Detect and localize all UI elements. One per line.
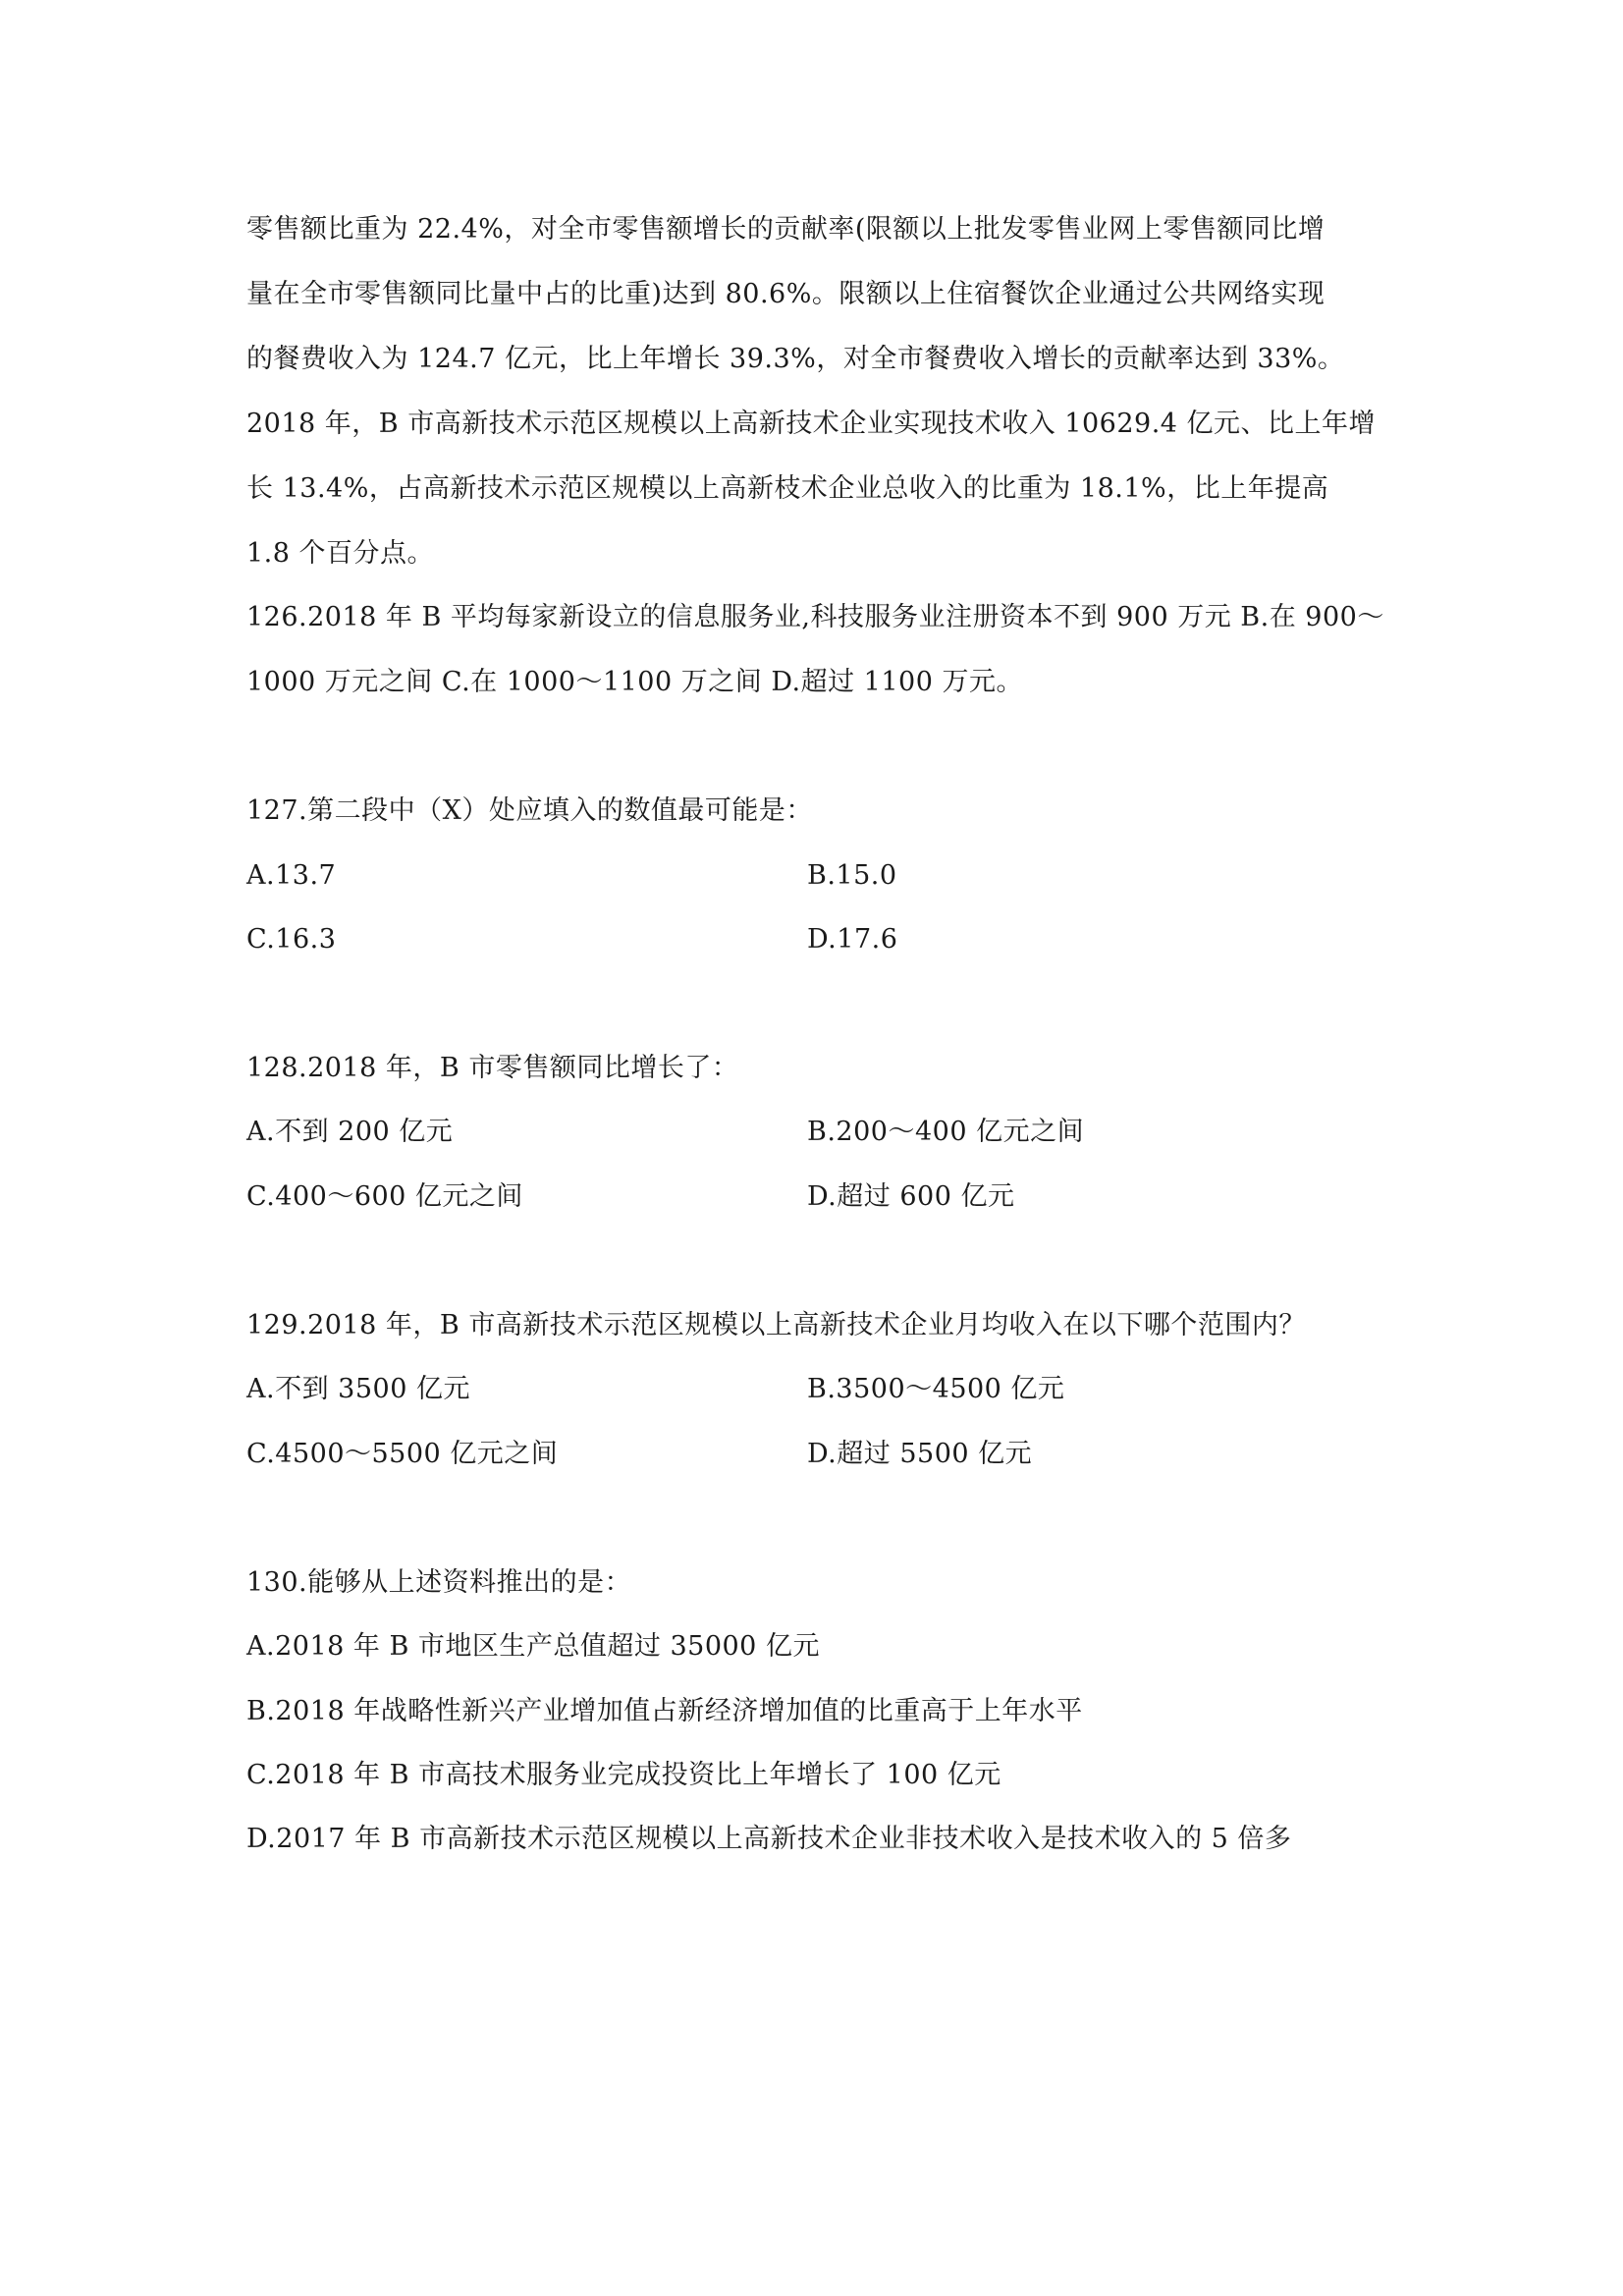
q129-option-d: D.超过 5500 亿元 [807,1439,1033,1469]
passage-line-6: 1.8 个百分点。 [246,538,435,569]
q128-option-d: D.超过 600 亿元 [807,1181,1015,1212]
q127-option-d: D.17.6 [807,924,898,955]
q128-option-a: A.不到 200 亿元 [246,1117,454,1147]
q130-option-d: D.2017 年 B 市高新技术示范区规模以上高新技术企业非技术收入是技术收入的 5 倍多 [246,1824,1292,1854]
passage-line-3: 的餐费收入为 124.7 亿元，比上年增长 39.3%，对全市餐费收入增长的贡献率达到 33%。 [246,344,1345,374]
passage-line-5: 长 13.4%，占高新技术示范区规模以上高新枝术企业总收入的比重为 18.1%，比上年提高 [246,473,1329,504]
q127-option-b: B.15.0 [807,860,897,891]
q130-option-b: B.2018 年战略性新兴产业增加值占新经济增加值的比重高于上年水平 [246,1696,1083,1726]
q127-stem: 127.第二段中（X）处应填入的数值最可能是： [246,795,813,826]
q129-option-c: C.4500～5500 亿元之间 [246,1439,559,1469]
q126-line-2: 1000 万元之间 C.在 1000～1100 万之间 D.超过 1100 万元。 [246,667,1023,697]
q130-option-a: A.2018 年 B 市地区生产总值超过 35000 亿元 [246,1631,820,1662]
q126-line-1: 126.2018 年 B 平均每家新设立的信息服务业,科技服务业注册资本不到 900 万元 B.在 900～ [246,602,1384,632]
q127-option-c: C.16.3 [246,924,337,955]
q130-option-c: C.2018 年 B 市高技术服务业完成投资比上年增长了 100 亿元 [246,1760,1001,1790]
q127-option-a: A.13.7 [246,860,337,891]
q128-option-c: C.400～600 亿元之间 [246,1181,523,1212]
passage-line-4: 2018 年，B 市高新技术示范区规模以上高新技术企业实现技术收入 10629.4 亿元、比上年增 [246,409,1377,439]
q128-option-b: B.200～400 亿元之间 [807,1117,1085,1147]
q129-stem: 129.2018 年，B 市高新技术示范区规模以上高新技术企业月均收入在以下哪个范围内？ [246,1310,1306,1340]
passage-line-1: 零售额比重为 22.4%，对全市零售额增长的贡献率(限额以上批发零售业网上零售额同比增 [246,214,1325,245]
q130-stem: 130.能够从上述资料推出的是： [246,1567,632,1598]
q129-option-a: A.不到 3500 亿元 [246,1374,470,1404]
passage-line-2: 量在全市零售额同比量中占的比重)达到 80.6%。限额以上住宿餐饮企业通过公共网络实现 [246,279,1325,309]
q129-option-b: B.3500～4500 亿元 [807,1374,1065,1404]
q128-stem: 128.2018 年，B 市零售额同比增长了： [246,1053,739,1083]
